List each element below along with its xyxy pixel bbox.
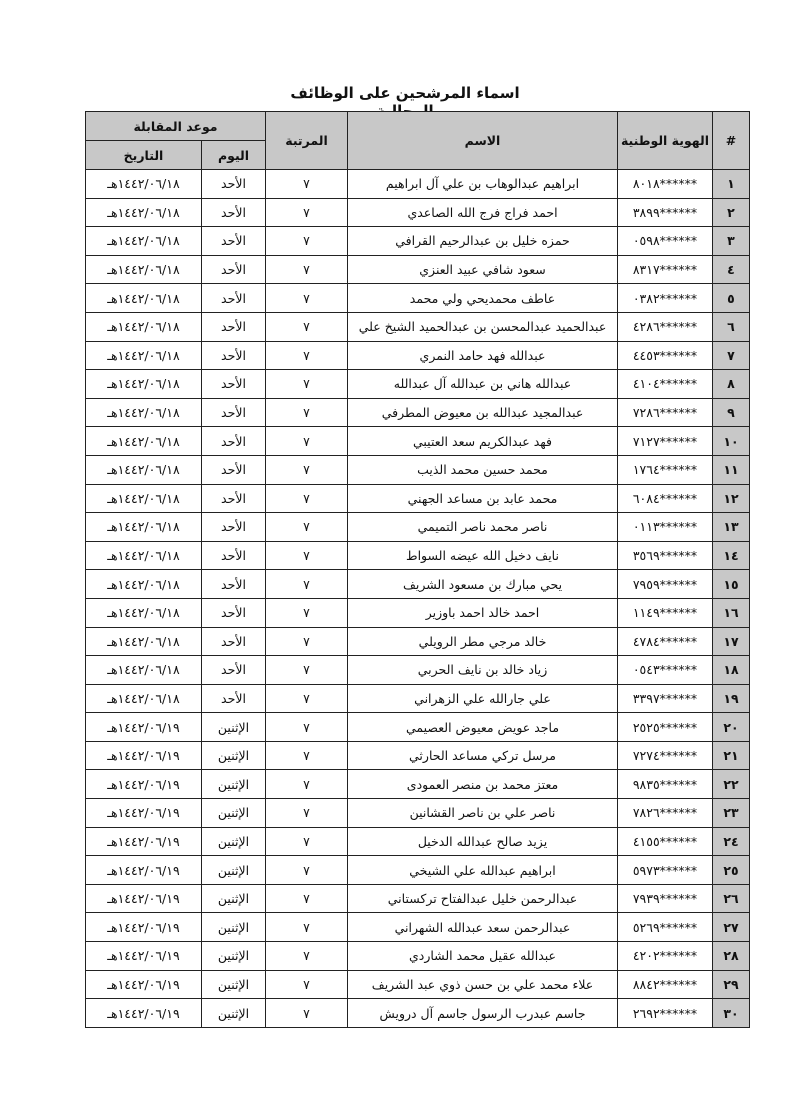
name-cell: يحي مبارك بن مسعود الشريف	[348, 570, 618, 599]
day-cell: الأحد	[202, 656, 266, 685]
day-cell: الأحد	[202, 598, 266, 627]
national-id-cell: ******٢٥٢٥	[618, 713, 713, 742]
row-number: ١٥	[713, 570, 750, 599]
row-number: ١٠	[713, 427, 750, 456]
row-number: ٢٥	[713, 856, 750, 885]
national-id-cell: ******٠١١٣	[618, 513, 713, 542]
rank-cell: ٧	[266, 913, 348, 942]
date-cell: ١٤٤٢/٠٦/١٩هـ	[86, 741, 202, 770]
date-cell: ١٤٤٢/٠٦/١٨هـ	[86, 312, 202, 341]
row-number: ١٦	[713, 598, 750, 627]
rank-cell: ٧	[266, 170, 348, 199]
rank-cell: ٧	[266, 312, 348, 341]
name-cell: عبدالحميد عبدالمحسن بن عبدالحميد الشيخ علي	[348, 312, 618, 341]
day-cell: الأحد	[202, 455, 266, 484]
candidates-table	[85, 111, 750, 1028]
name-cell: عاطف محمديحي ولي محمد	[348, 284, 618, 313]
day-cell: الإثنين	[202, 713, 266, 742]
national-id-cell: ******٥٩٧٣	[618, 856, 713, 885]
header-interview-time: موعد المقابلة	[86, 112, 266, 141]
table-row	[86, 312, 750, 341]
table-row	[86, 255, 750, 284]
row-number: ٢٦	[713, 884, 750, 913]
rank-cell: ٧	[266, 227, 348, 256]
page-title: اسماء المرشحين على الوظائف	[290, 84, 520, 102]
rank-cell: ٧	[266, 656, 348, 685]
day-cell: الأحد	[202, 513, 266, 542]
rank-cell: ٧	[266, 856, 348, 885]
name-cell: محمد عابد بن مساعد الجهني	[348, 484, 618, 513]
rank-cell: ٧	[266, 684, 348, 713]
table-row	[86, 684, 750, 713]
date-cell: ١٤٤٢/٠٦/١٨هـ	[86, 284, 202, 313]
date-cell: ١٤٤٢/٠٦/١٩هـ	[86, 799, 202, 828]
name-cell: سعود شافي عبيد العنزي	[348, 255, 618, 284]
rank-cell: ٧	[266, 484, 348, 513]
date-cell: ١٤٤٢/٠٦/١٨هـ	[86, 598, 202, 627]
national-id-cell: ******٠٣٨٢	[618, 284, 713, 313]
row-number: ٢٤	[713, 827, 750, 856]
table-row	[86, 455, 750, 484]
national-id-cell: ******٣٣٩٧	[618, 684, 713, 713]
rank-cell: ٧	[266, 799, 348, 828]
national-id-cell: ******٤١٠٤	[618, 370, 713, 399]
row-number: ١٢	[713, 484, 750, 513]
date-cell: ١٤٤٢/٠٦/١٩هـ	[86, 913, 202, 942]
table-row	[86, 370, 750, 399]
national-id-cell: ******٠٥٩٨	[618, 227, 713, 256]
table-row	[86, 942, 750, 971]
date-cell: ١٤٤٢/٠٦/١٩هـ	[86, 713, 202, 742]
table-row	[86, 970, 750, 999]
day-cell: الأحد	[202, 312, 266, 341]
date-cell: ١٤٤٢/٠٦/١٨هـ	[86, 684, 202, 713]
row-number: ٢٣	[713, 799, 750, 828]
row-number: ٩	[713, 398, 750, 427]
national-id-cell: ******٧٢٧٤	[618, 741, 713, 770]
national-id-cell: ******٧٩٥٩	[618, 570, 713, 599]
name-cell: جاسم عبدرب الرسول جاسم آل درويش	[348, 999, 618, 1028]
day-cell: الإثنين	[202, 856, 266, 885]
date-cell: ١٤٤٢/٠٦/١٨هـ	[86, 570, 202, 599]
national-id-cell: ******٢٦٩٢	[618, 999, 713, 1028]
name-cell: ناصر علي بن ناصر القشانين	[348, 799, 618, 828]
national-id-cell: ******٦٠٨٤	[618, 484, 713, 513]
national-id-cell: ******٧١٢٧	[618, 427, 713, 456]
date-cell: ١٤٤٢/٠٦/١٨هـ	[86, 484, 202, 513]
date-cell: ١٤٤٢/٠٦/١٨هـ	[86, 255, 202, 284]
rank-cell: ٧	[266, 827, 348, 856]
table-row	[86, 598, 750, 627]
national-id-cell: ******٤٢٨٦	[618, 312, 713, 341]
date-cell: ١٤٤٢/٠٦/١٨هـ	[86, 455, 202, 484]
row-number: ٦	[713, 312, 750, 341]
table-row	[86, 770, 750, 799]
name-cell: عبدالرحمن خليل عبدالفتاح تركستاني	[348, 884, 618, 913]
rank-cell: ٧	[266, 598, 348, 627]
table-row	[86, 741, 750, 770]
row-number: ٢٢	[713, 770, 750, 799]
row-number: ١	[713, 170, 750, 199]
name-cell: عبدالله عقيل محمد الشاردي	[348, 942, 618, 971]
day-cell: الإثنين	[202, 827, 266, 856]
name-cell: معتز محمد بن منصر العمودى	[348, 770, 618, 799]
row-number: ٢٩	[713, 970, 750, 999]
national-id-cell: ******٤٢٠٢	[618, 942, 713, 971]
rank-cell: ٧	[266, 255, 348, 284]
name-cell: احمد خالد احمد باوزير	[348, 598, 618, 627]
row-number: ٢٨	[713, 942, 750, 971]
national-id-cell: ******٤١٥٥	[618, 827, 713, 856]
date-cell: ١٤٤٢/٠٦/١٨هـ	[86, 170, 202, 199]
date-cell: ١٤٤٢/٠٦/١٨هـ	[86, 541, 202, 570]
day-cell: الإثنين	[202, 799, 266, 828]
day-cell: الأحد	[202, 541, 266, 570]
table-row	[86, 799, 750, 828]
rank-cell: ٧	[266, 570, 348, 599]
header-day: اليوم	[202, 141, 266, 170]
name-cell: نايف دخيل الله عيضه السواط	[348, 541, 618, 570]
date-cell: ١٤٤٢/٠٦/١٨هـ	[86, 627, 202, 656]
national-id-cell: ******٤٤٥٣	[618, 341, 713, 370]
table-row	[86, 227, 750, 256]
row-number: ٢٧	[713, 913, 750, 942]
table-row	[86, 398, 750, 427]
day-cell: الإثنين	[202, 770, 266, 799]
header-number: #	[713, 112, 750, 170]
national-id-cell: ******٣٥٦٩	[618, 541, 713, 570]
table-row	[86, 284, 750, 313]
rank-cell: ٧	[266, 741, 348, 770]
date-cell: ١٤٤٢/٠٦/١٨هـ	[86, 370, 202, 399]
header-date: التاريخ	[86, 141, 202, 170]
row-number: ٣	[713, 227, 750, 256]
rank-cell: ٧	[266, 513, 348, 542]
name-cell: عبدالله هاني بن عبدالله آل عبدالله	[348, 370, 618, 399]
rank-cell: ٧	[266, 541, 348, 570]
name-cell: عبدالله فهد حامد النمري	[348, 341, 618, 370]
name-cell: مرسل تركي مساعد الحارثي	[348, 741, 618, 770]
date-cell: ١٤٤٢/٠٦/١٩هـ	[86, 970, 202, 999]
row-number: ٣٠	[713, 999, 750, 1028]
table-body	[86, 170, 750, 1028]
date-cell: ١٤٤٢/٠٦/١٨هـ	[86, 513, 202, 542]
rank-cell: ٧	[266, 455, 348, 484]
table-row	[86, 570, 750, 599]
day-cell: الأحد	[202, 398, 266, 427]
rank-cell: ٧	[266, 970, 348, 999]
day-cell: الأحد	[202, 170, 266, 199]
row-number: ٢١	[713, 741, 750, 770]
day-cell: الإثنين	[202, 884, 266, 913]
header-rank: المرتبة	[266, 112, 348, 170]
day-cell: الأحد	[202, 627, 266, 656]
date-cell: ١٤٤٢/٠٦/١٨هـ	[86, 656, 202, 685]
day-cell: الأحد	[202, 484, 266, 513]
day-cell: الأحد	[202, 341, 266, 370]
rank-cell: ٧	[266, 713, 348, 742]
row-number: ٢	[713, 198, 750, 227]
name-cell: عبدالرحمن سعد عبدالله الشهراني	[348, 913, 618, 942]
name-cell: زياد خالد بن نايف الحربي	[348, 656, 618, 685]
national-id-cell: ******٨٨٤٢	[618, 970, 713, 999]
day-cell: الأحد	[202, 227, 266, 256]
date-cell: ١٤٤٢/٠٦/١٨هـ	[86, 227, 202, 256]
day-cell: الإثنين	[202, 741, 266, 770]
table-row	[86, 541, 750, 570]
row-number: ١٩	[713, 684, 750, 713]
table-row	[86, 884, 750, 913]
rank-cell: ٧	[266, 884, 348, 913]
national-id-cell: ******٨٠١٨	[618, 170, 713, 199]
rank-cell: ٧	[266, 284, 348, 313]
date-cell: ١٤٤٢/٠٦/١٩هـ	[86, 884, 202, 913]
national-id-cell: ******٨٣١٧	[618, 255, 713, 284]
rank-cell: ٧	[266, 398, 348, 427]
name-cell: ابراهيم عبدالله علي الشيخي	[348, 856, 618, 885]
name-cell: احمد فراج فرج الله الصاعدي	[348, 198, 618, 227]
rank-cell: ٧	[266, 198, 348, 227]
table-row	[86, 627, 750, 656]
national-id-cell: ******٥٢٦٩	[618, 913, 713, 942]
date-cell: ١٤٤٢/٠٦/١٨هـ	[86, 427, 202, 456]
rank-cell: ٧	[266, 770, 348, 799]
name-cell: علي جارالله علي الزهراني	[348, 684, 618, 713]
day-cell: الأحد	[202, 198, 266, 227]
row-number: ١١	[713, 455, 750, 484]
national-id-cell: ******٤٧٨٤	[618, 627, 713, 656]
national-id-cell: ******٠٥٤٣	[618, 656, 713, 685]
table-row	[86, 341, 750, 370]
day-cell: الأحد	[202, 255, 266, 284]
row-number: ١٨	[713, 656, 750, 685]
row-number: ٧	[713, 341, 750, 370]
table-row	[86, 198, 750, 227]
rank-cell: ٧	[266, 942, 348, 971]
table-row	[86, 513, 750, 542]
name-cell: خالد مرجي مطر الرويلي	[348, 627, 618, 656]
row-number: ٢٠	[713, 713, 750, 742]
name-cell: علاء محمد علي بن حسن ذوي عبد الشريف	[348, 970, 618, 999]
day-cell: الأحد	[202, 284, 266, 313]
row-number: ١٧	[713, 627, 750, 656]
national-id-cell: ******٩٨٣٥	[618, 770, 713, 799]
day-cell: الإثنين	[202, 999, 266, 1028]
table-row	[86, 913, 750, 942]
date-cell: ١٤٤٢/٠٦/١٨هـ	[86, 198, 202, 227]
date-cell: ١٤٤٢/٠٦/١٩هـ	[86, 856, 202, 885]
date-cell: ١٤٤٢/٠٦/١٩هـ	[86, 999, 202, 1028]
row-number: ٥	[713, 284, 750, 313]
table-row	[86, 856, 750, 885]
name-cell: عبدالمجيد عبدالله بن معيوض المطرفي	[348, 398, 618, 427]
header-national-id: الهوية الوطنية	[618, 112, 713, 170]
name-cell: حمزه خليل بن عبدالرحيم القرافي	[348, 227, 618, 256]
name-cell: ابراهيم عبدالوهاب بن علي آل ابراهيم	[348, 170, 618, 199]
table-row	[86, 656, 750, 685]
table-row	[86, 484, 750, 513]
table-row	[86, 827, 750, 856]
day-cell: الأحد	[202, 427, 266, 456]
day-cell: الأحد	[202, 684, 266, 713]
date-cell: ١٤٤٢/٠٦/١٨هـ	[86, 398, 202, 427]
name-cell: يزيد صالح عبدالله الدخيل	[348, 827, 618, 856]
name-cell: فهد عبدالكريم سعد العتيبي	[348, 427, 618, 456]
table-row	[86, 427, 750, 456]
table-row	[86, 713, 750, 742]
row-number: ١٣	[713, 513, 750, 542]
name-cell: ماجد عويض معيوض العصيمي	[348, 713, 618, 742]
national-id-cell: ******٧٨٢٦	[618, 799, 713, 828]
day-cell: الأحد	[202, 570, 266, 599]
table-row	[86, 999, 750, 1028]
date-cell: ١٤٤٢/٠٦/١٩هـ	[86, 770, 202, 799]
day-cell: الإثنين	[202, 913, 266, 942]
date-cell: ١٤٤٢/٠٦/١٩هـ	[86, 942, 202, 971]
header-name: الاسم	[348, 112, 618, 170]
day-cell: الإثنين	[202, 970, 266, 999]
rank-cell: ٧	[266, 999, 348, 1028]
date-cell: ١٤٤٢/٠٦/١٨هـ	[86, 341, 202, 370]
name-cell: ناصر محمد ناصر التميمي	[348, 513, 618, 542]
national-id-cell: ******١٧٦٤	[618, 455, 713, 484]
row-number: ١٤	[713, 541, 750, 570]
date-cell: ١٤٤٢/٠٦/١٩هـ	[86, 827, 202, 856]
day-cell: الأحد	[202, 370, 266, 399]
national-id-cell: ******١١٤٩	[618, 598, 713, 627]
national-id-cell: ******٧٩٣٩	[618, 884, 713, 913]
rank-cell: ٧	[266, 427, 348, 456]
row-number: ٨	[713, 370, 750, 399]
day-cell: الإثنين	[202, 942, 266, 971]
rank-cell: ٧	[266, 627, 348, 656]
table-row	[86, 170, 750, 199]
rank-cell: ٧	[266, 370, 348, 399]
row-number: ٤	[713, 255, 750, 284]
national-id-cell: ******٧٢٨٦	[618, 398, 713, 427]
national-id-cell: ******٣٨٩٩	[618, 198, 713, 227]
name-cell: محمد حسين محمد الذيب	[348, 455, 618, 484]
rank-cell: ٧	[266, 341, 348, 370]
